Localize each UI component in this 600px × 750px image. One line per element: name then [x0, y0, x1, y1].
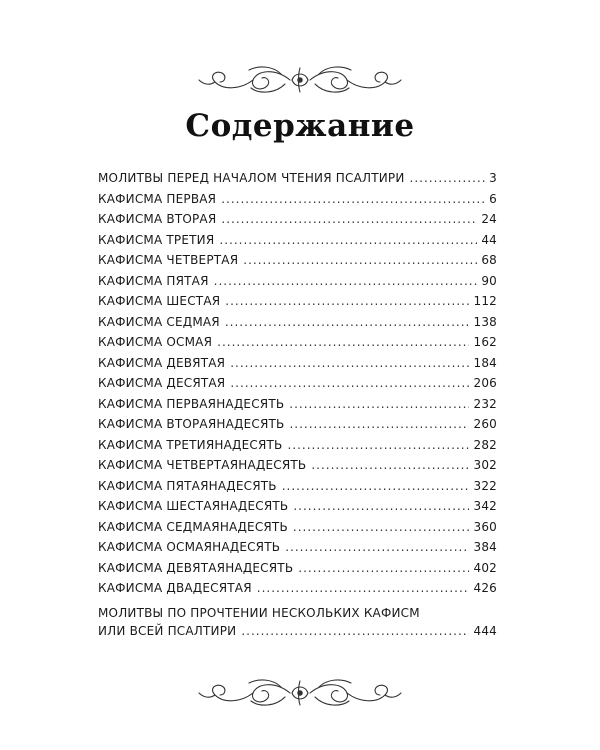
toc-entry-page: 360	[473, 519, 497, 534]
toc-entry-page: 322	[473, 478, 497, 493]
toc-leader-dots	[289, 397, 469, 411]
toc-entry[interactable]	[98, 253, 497, 274]
toc-entry-label: КАФИСМА ПЕРВАЯ	[98, 191, 217, 206]
toc-entry-label: КАФИСМА ШЕСТАЯ	[98, 294, 221, 308]
toc-entry[interactable]	[98, 192, 497, 213]
flourish-icon	[195, 675, 405, 711]
toc-entry-label: КАФИСМА СЕДМАЯ	[98, 314, 220, 329]
toc-entry-page: 384	[473, 540, 497, 554]
toc-entry[interactable]	[98, 212, 497, 233]
toc-entry[interactable]	[98, 540, 497, 561]
toc-entry-label: КАФИСМА ТРЕТИЯНАДЕСЯТЬ	[98, 437, 283, 452]
toc-entry-page: 3	[489, 171, 497, 185]
toc-entry-page: 162	[473, 335, 497, 349]
toc-entry-line2	[98, 624, 497, 644]
toc-entry[interactable]	[98, 315, 497, 336]
toc-entry-label: КАФИСМА СЕДМАЯНАДЕСЯТЬ	[98, 519, 288, 534]
toc-leader-dots	[217, 335, 469, 349]
toc-leader-dots	[289, 417, 469, 431]
toc-entry-label: КАФИСМА ДЕВЯТАЯНАДЕСЯТЬ	[98, 560, 294, 575]
toc-entry[interactable]	[98, 335, 497, 356]
toc-leader-dots	[219, 233, 477, 247]
toc-leader-dots	[221, 212, 477, 226]
toc-entry-page: 68	[481, 253, 497, 267]
toc-entry[interactable]	[98, 520, 497, 541]
toc-entry-page: 138	[473, 314, 497, 329]
toc-leader-dots	[214, 274, 478, 288]
toc-entry-page: 260	[473, 417, 497, 431]
toc-entry-label: КАФИСМА ПЯТАЯНАДЕСЯТЬ	[98, 478, 277, 493]
toc-entry-page: 402	[473, 560, 497, 575]
toc-entry-label: КАФИСМА ДВАДЕСЯТАЯ	[98, 581, 252, 595]
toc-entry[interactable]	[98, 274, 497, 295]
toc-entry-label: КАФИСМА ОСМАЯ	[98, 335, 213, 349]
toc-leader-dots	[285, 540, 469, 554]
toc-leader-dots	[230, 376, 469, 390]
toc-entry[interactable]	[98, 561, 497, 582]
toc-leader-dots	[230, 356, 469, 370]
toc-leader-dots	[282, 479, 470, 493]
toc-entry-label: КАФИСМА ДЕВЯТАЯ	[98, 355, 226, 370]
table-of-contents	[98, 171, 497, 644]
toc-entry-label: КАФИСМА ВТОРАЯ	[98, 212, 217, 226]
toc-entry-page: 24	[481, 212, 497, 226]
toc-entry[interactable]	[98, 458, 497, 479]
toc-entry[interactable]	[98, 376, 497, 397]
toc-entry[interactable]	[98, 171, 497, 192]
toc-leader-dots	[287, 438, 469, 452]
toc-entry-label: КАФИСМА ПЯТАЯ	[98, 273, 209, 288]
toc-entry-page: 90	[481, 273, 497, 288]
page-title: Содержание	[185, 108, 415, 144]
toc-leader-dots	[241, 624, 469, 638]
toc-leader-dots	[410, 171, 486, 185]
toc-entry-label-line1: МОЛИТВЫ ПО ПРОЧТЕНИИ НЕСКОЛЬКИХ КАФИСМ	[98, 605, 420, 620]
toc-entry[interactable]	[98, 294, 497, 315]
toc-entry-page: 6	[489, 191, 497, 206]
toc-leader-dots	[293, 520, 470, 534]
toc-entry-label: КАФИСМА ДЕСЯТАЯ	[98, 376, 226, 390]
toc-entry-page: 206	[473, 376, 497, 390]
toc-entry-page: 184	[473, 355, 497, 370]
toc-entry[interactable]	[98, 581, 497, 602]
toc-leader-dots	[225, 294, 469, 308]
toc-entry[interactable]	[98, 438, 497, 459]
toc-leader-dots	[311, 458, 469, 472]
toc-entry-page: 112	[473, 294, 497, 308]
toc-entry-label-line2: ИЛИ ВСЕЙ ПСАЛТИРИ	[98, 623, 237, 638]
toc-entry-label: КАФИСМА ВТОРАЯНАДЕСЯТЬ	[98, 417, 285, 431]
toc-entry[interactable]	[98, 233, 497, 254]
flourish-icon	[195, 62, 405, 98]
toc-entry-label: КАФИСМА ПЕРВАЯНАДЕСЯТЬ	[98, 396, 285, 411]
toc-entry-page: 426	[473, 581, 497, 595]
toc-entry[interactable]	[98, 356, 497, 377]
toc-entry[interactable]	[98, 499, 497, 520]
toc-leader-dots	[293, 499, 469, 513]
toc-entry-label: КАФИСМА ОСМАЯНАДЕСЯТЬ	[98, 540, 281, 554]
toc-entry-label: КАФИСМА ТРЕТИЯ	[98, 232, 215, 247]
toc-leader-dots	[243, 253, 477, 267]
toc-entry-label: КАФИСМА ЧЕТВЕРТАЯНАДЕСЯТЬ	[98, 458, 307, 472]
toc-entry-page: 342	[473, 499, 497, 513]
toc-leader-dots	[298, 561, 469, 575]
toc-entry[interactable]	[98, 479, 497, 500]
toc-entry-page: 282	[473, 437, 497, 452]
toc-entry-label: КАФИСМА ШЕСТАЯНАДЕСЯТЬ	[98, 499, 289, 513]
toc-leader-dots	[257, 581, 470, 595]
toc-entry-page: 444	[473, 623, 497, 638]
toc-entry-final[interactable]	[98, 606, 497, 644]
toc-entry[interactable]	[98, 417, 497, 438]
toc-entry-label: КАФИСМА ЧЕТВЕРТАЯ	[98, 253, 239, 267]
top-flourish-ornament	[195, 62, 405, 98]
toc-entry-label: МОЛИТВЫ ПЕРЕД НАЧАЛОМ ЧТЕНИЯ ПСАЛТИРИ	[98, 171, 405, 185]
toc-entry-page: 232	[473, 396, 497, 411]
toc-entry-page: 44	[481, 232, 497, 247]
toc-entry-page: 302	[473, 458, 497, 472]
toc-leader-dots	[225, 315, 470, 329]
toc-entry[interactable]	[98, 397, 497, 418]
toc-leader-dots	[221, 192, 485, 206]
bottom-flourish-ornament	[195, 675, 405, 711]
